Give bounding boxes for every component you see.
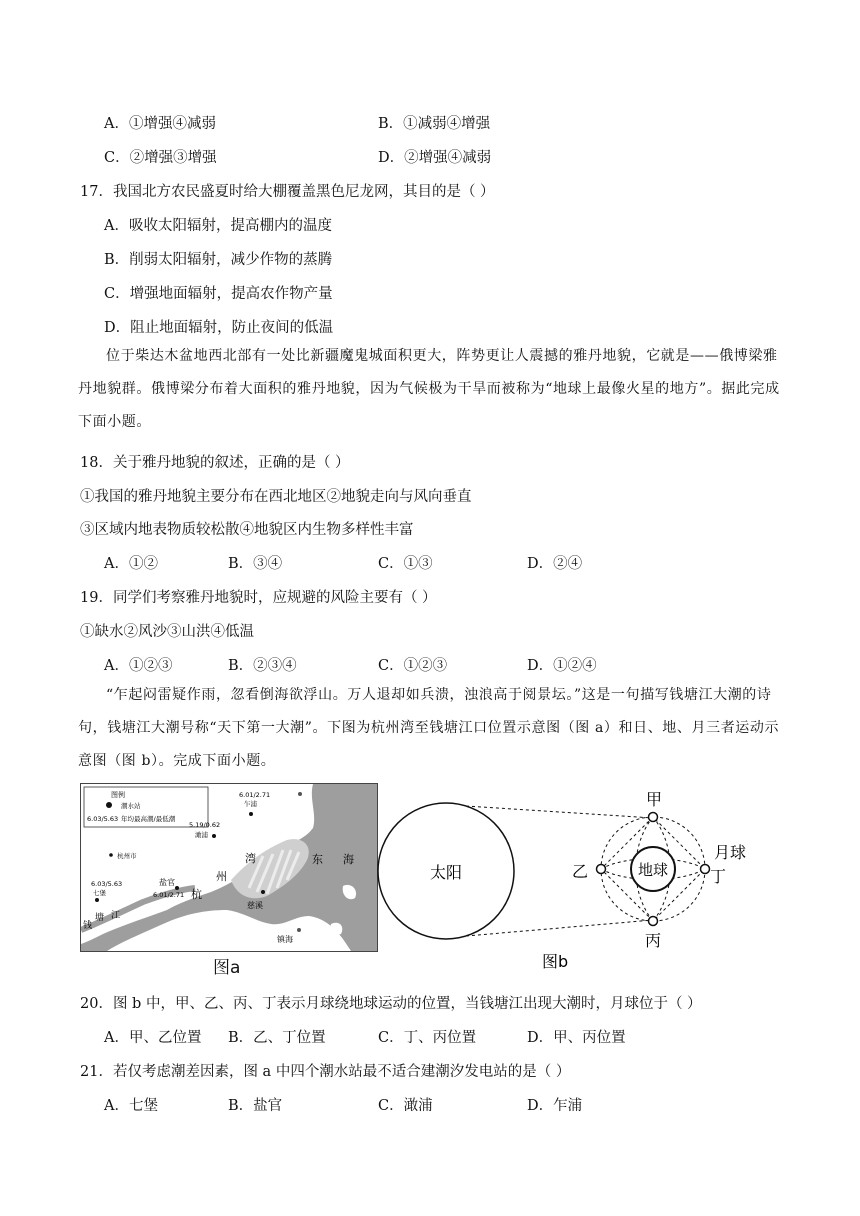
legend-station-dot (106, 802, 112, 808)
hangzhou-bay-map (81, 784, 377, 951)
zhou-label: 州 (216, 870, 227, 883)
wan-label: 湾 (245, 852, 256, 865)
moon-position-jia (649, 813, 658, 822)
yi-label: 乙 (572, 862, 589, 881)
legend-station: 潮水站 (121, 802, 141, 810)
earth-label: 地球 (637, 861, 669, 879)
q18-option-d: D．②④ (527, 556, 583, 572)
q16-option-c: C．②增强③增强 (104, 150, 217, 166)
moon-position-ding (701, 865, 710, 874)
figure-a-map (80, 783, 378, 952)
q18-statements-2: ③区域内地表物质较松散④地貌区内生物多样性丰富 (80, 522, 414, 538)
q19-option-d: D．①②④ (527, 658, 597, 674)
jia-label: 甲 (646, 790, 663, 809)
q20-option-a: A．甲、乙位置 (104, 1030, 202, 1046)
yanguan-value: 6.01/2.71 (153, 891, 185, 899)
legend-title: 图例 (111, 791, 125, 799)
moon-position-yi (597, 865, 606, 874)
passage-qiantang-tide: “乍起闷雷疑作雨，忽看倒海欲浮山。万人退却如兵溃，浊浪高于阅景坛。”这是一句描写钱塘江大潮的诗句，钱塘江大潮号称“天下第一大潮”。下图为杭州湾至钱塘江口位置示意图（图 a）和日、地、月三者运动示意图（图 b）。完成下面小题。 (78, 687, 780, 769)
q19-option-a: A．①②③ (104, 658, 173, 674)
q19-option-c: C．①②③ (378, 658, 448, 674)
legend-desc: 年均最高潮/最低潮 (121, 815, 176, 823)
q16-option-b: B．①减弱④增强 (378, 116, 491, 132)
q17-option-a: A．吸收太阳辐射，提高棚内的温度 (104, 218, 332, 234)
q18-option-b: B．③④ (228, 556, 283, 572)
q16-option-d: D．②增强④减弱 (378, 150, 492, 166)
hai-label: 海 (343, 853, 354, 866)
q17-option-c: C．增强地面辐射，提高农作物产量 (104, 286, 333, 302)
q16-option-a: A．①增强④减弱 (104, 116, 216, 132)
q17-option-b: B．削弱太阳辐射，减少作物的蒸腾 (104, 252, 333, 268)
tang-label: 塘 (95, 913, 105, 923)
q18-statements-1: ①我国的雅丹地貌主要分布在西北地区②地貌走向与风向垂直 (80, 489, 472, 505)
q18-option-a: A．①② (104, 556, 158, 572)
q20-option-b: B．乙、丁位置 (228, 1030, 326, 1046)
sun-label: 太阳 (429, 863, 463, 882)
q21-option-a: A．七堡 (104, 1098, 158, 1114)
qibao-label: 七堡 (93, 889, 106, 897)
cixi-label: 慈溪 (247, 901, 263, 910)
figure-a-caption: 图a (213, 958, 241, 978)
q21-option-d: D．乍浦 (527, 1098, 583, 1114)
q19-statements: ①缺水②风沙③山洪④低温 (80, 624, 254, 640)
passage-yardang: 位于柴达木盆地西北部有一处比新疆魔鬼城面积更大，阵势更让人震撼的雅丹地貌，它就是——俄博梁雅丹地貌群。俄博梁分布着大面积的雅丹地貌，因为气候极为干旱而被称为“地球上最像火星的地方”。据此完成下面小题。 (78, 348, 780, 430)
q20-option-c: C．丁、丙位置 (378, 1030, 477, 1046)
station-dot (298, 792, 302, 796)
legend-sample: 6.03/5.63 (87, 815, 119, 823)
bing-label: 丙 (645, 931, 662, 950)
ganpu-label: 澉浦 (195, 831, 208, 839)
q18-option-c: C．①③ (378, 556, 433, 572)
q18-stem: 18．关于雅丹地貌的叙述，正确的是（ ） (80, 455, 350, 471)
q21-option-c: C．澉浦 (378, 1098, 433, 1114)
q19-stem: 19．同学们考察雅丹地貌时，应规避的风险主要有（ ） (80, 590, 437, 606)
hang-label: 杭 (191, 888, 202, 901)
figure-b-caption: 图b (542, 952, 569, 970)
hangzhou-label: 杭州市 (117, 852, 137, 860)
ding-label: 丁 (710, 867, 727, 886)
ganpu-value: 5.19/0.62 (189, 821, 221, 829)
q17-stem: 17．我国北方农民盛夏时给大棚覆盖黑色尼龙网，其目的是（ ） (80, 184, 495, 200)
q19-option-b: B．②③④ (228, 658, 297, 674)
moon-label: 月球 (714, 843, 747, 862)
zhenhai-label: 镇海 (277, 935, 293, 944)
yanguan-label: 盐官 (159, 878, 175, 887)
q20-stem: 20．图 b 中，甲、乙、丙、丁表示月球绕地球运动的位置，当钱塘江出现大潮时，月球位于（ ） (80, 996, 702, 1012)
moon-position-bing (649, 917, 658, 926)
q21-option-b: B．盐官 (228, 1098, 283, 1114)
zhapu-value: 6.01/2.71 (239, 791, 271, 799)
q20-option-d: D．甲、丙位置 (527, 1030, 626, 1046)
q21-stem: 21．若仅考虑潮差因素，图 a 中四个潮水站最不适合建潮汐发电站的是（ ） (80, 1064, 571, 1080)
qibao-value: 6.03/5.63 (91, 880, 123, 888)
q17-option-d: D．阻止地面辐射，防止夜间的低温 (104, 320, 334, 336)
figure-b-sun-earth-moon (376, 785, 760, 970)
jiang-label: 江 (111, 911, 121, 921)
dong-label: 东 (312, 853, 323, 866)
qian-label: 钱 (83, 921, 93, 931)
zhapu-label: 乍浦 (244, 800, 257, 808)
